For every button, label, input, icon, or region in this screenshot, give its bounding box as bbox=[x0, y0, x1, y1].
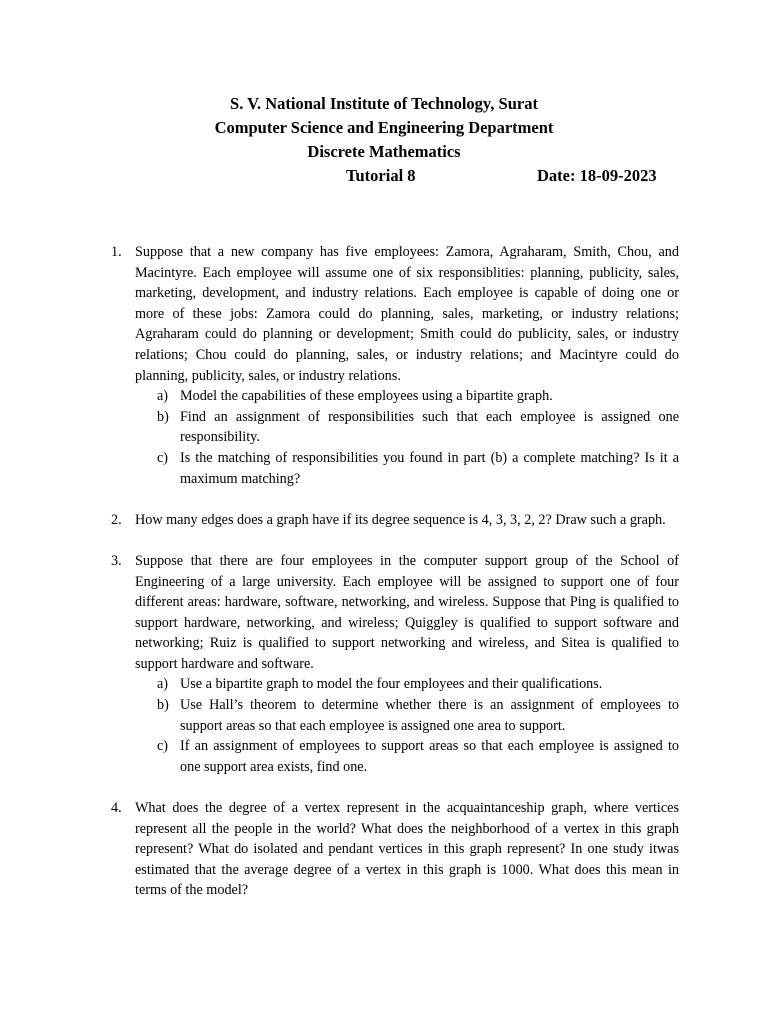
subquestion-label: c) bbox=[157, 738, 169, 755]
question-text: How many edges does a graph have if its degree sequence is 4, 3, 3, 2, 2? Draw such a graph. bbox=[135, 511, 666, 528]
subquestion-item bbox=[135, 674, 679, 695]
subquestion-text: Use Hall’s theorem to determine whether there is an assignment of employees to support areas so that each employee is assigned one area to support. bbox=[180, 697, 679, 734]
question-1 bbox=[111, 242, 679, 489]
tutorial-line bbox=[0, 164, 768, 188]
subquestion-item bbox=[135, 448, 679, 489]
tutorial-date: Date: 18-09-2023 bbox=[537, 166, 657, 185]
subquestion-label: b) bbox=[157, 697, 169, 714]
question-text: Suppose that there are four employees in the computer support group of the School of Engineering of a large university. Each employee will be assigned to support one of four different areas: hardware, software, networking, and wireless. Suppose that Ping is qualified to support hardware, networking, and wireless; Quiggley is qualified to support software and networking; Ruiz is qualified to support networking and wireless, and Sitea is qualified to support hardware and software. bbox=[135, 552, 679, 672]
subquestion-text: If an assignment of employees to support areas so that each employee is assigned to one support area exists, find one. bbox=[180, 738, 679, 775]
subquestion-item bbox=[135, 407, 679, 448]
question-number: 1. bbox=[111, 244, 122, 260]
question-number: 4. bbox=[111, 800, 122, 817]
subquestion-text: Model the capabilities of these employees using a bipartite graph. bbox=[180, 388, 553, 405]
subquestion-label: c) bbox=[157, 449, 169, 466]
tutorial-number: Tutorial 8 bbox=[346, 166, 416, 185]
subquestion-label: a) bbox=[157, 676, 169, 693]
question-number: 3. bbox=[111, 552, 122, 569]
subquestion-item bbox=[135, 386, 679, 407]
question-4 bbox=[111, 798, 679, 901]
subquestion-list bbox=[135, 386, 679, 489]
subquestion-label: a) bbox=[157, 388, 169, 405]
subquestion-text: Use a bipartite graph to model the four employees and their qualifications. bbox=[180, 676, 603, 693]
subquestion-item bbox=[135, 736, 679, 777]
subquestion-item bbox=[135, 695, 679, 736]
department-title: Computer Science and Engineering Department bbox=[214, 118, 554, 137]
subquestion-label: b) bbox=[157, 408, 169, 425]
question-text: Suppose that a new company has five employees: Zamora, Agraharam, Smith, Chou, and Macintyre. Each employee will assume one of six responsiblities: planning, publicity, sales, marketing, development, and industry relations. Each employee is capable of doing one or more of these jobs: Zamora could do planning, sales, marketing, or industry relations; Agraharam could do planning or development; Smith could do publicity, sales, or industry relations; Chou could do planning, sales, or industry relations; and Macintyre could do planning, publicity, sales, or industry relations. bbox=[135, 244, 679, 384]
course-title: Discrete Mathematics bbox=[307, 142, 461, 161]
subquestion-list bbox=[135, 674, 679, 777]
question-list bbox=[111, 242, 679, 922]
question-2 bbox=[111, 510, 679, 531]
question-text: What does the degree of a vertex represent in the acquaintanceship graph, where vertices represent all the people in the world? What does the neighborhood of a vertex in this graph represent? What do isolated and pendant vertices in this graph represent? In one study itwas estimated that the average degree of a vertex in this graph is 1000. What does this mean in terms of the model? bbox=[135, 800, 679, 899]
subquestion-text: Is the matching of responsibilities you found in part (b) a complete matching? Is it a maximum matching? bbox=[180, 449, 679, 487]
institute-title: S. V. National Institute of Technology, Surat bbox=[230, 94, 538, 113]
question-number: 2. bbox=[111, 511, 122, 528]
document-header bbox=[0, 92, 768, 188]
subquestion-text: Find an assignment of responsibilities such that each employee is assigned one responsibility. bbox=[180, 408, 679, 446]
question-3 bbox=[111, 551, 679, 778]
